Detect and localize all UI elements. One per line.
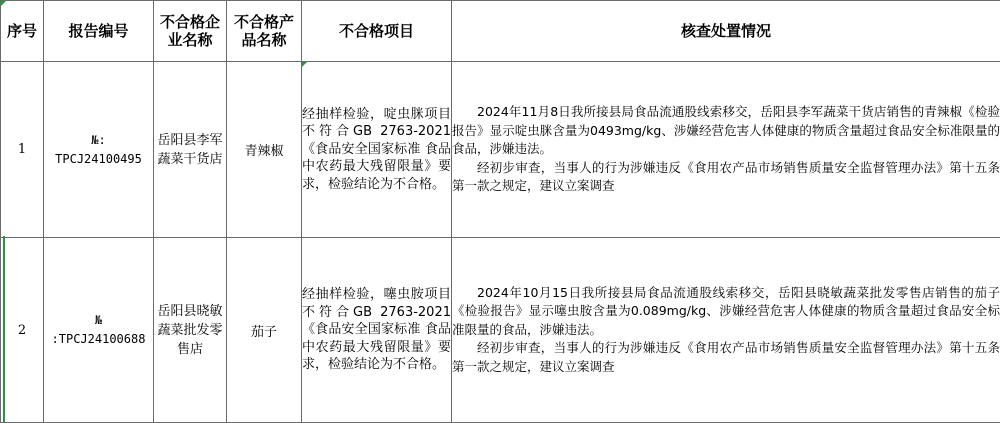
disposal-paragraph: 2024年11月8日我所接县局食品流通股线索移交，岳阳县李军蔬菜干货店销售的青辣椒《检验报告》显示啶虫脒含量为0493mg/kg、涉嫌经营危害人体健康的物质含量超过食品安全标准限量的食品，涉嫌违法。 [452,103,1000,159]
header-report[interactable]: 报告编号 [44,1,154,62]
disposal-paragraph: 经初步审查，当事人的行为涉嫌违反《食用农产品市场销售质量安全监督管理办法》第十五条第一款之规定，建议立案调查 [452,159,1000,196]
disposal-paragraph: 2024年10月15日我所接县局食品流通股线索移交，岳阳县晓敏蔬菜批发零售店销售的茄子《检验报告》显示噻虫胺含量为0.089mg/kg、涉嫌经营危害人体健康的物质含量超过食品安全标准限量的食品，涉嫌违法。 [452,284,1000,340]
item-text: 经抽样检验，噻虫胺项目不符合GB 2763-2021《食品安全国家标准 食品中农药最大残留限量》要求，检验结论为不合格。 [302,287,451,372]
table-row [1,62,1000,238]
header-company[interactable]: 不合格企业名称 [154,1,227,62]
cell-no[interactable]: 1 [1,62,44,238]
cell-report[interactable] [44,238,154,423]
cell-product[interactable]: 茄子 [227,238,302,423]
cell-company[interactable]: 岳阳县晓敏蔬菜批发零售店 [154,238,227,423]
disposal-paragraph: 经初步审查，当事人的行为涉嫌违反《食用农产品市场销售质量安全监督管理办法》第十五条第一款之规定，建议立案调查 [452,339,1000,376]
item-text: 经抽样检验，啶虫脒项目不符合GB 2763-2021《食品安全国家标准 食品中农药最大残留限量》要求，检验结论为不合格。 [302,107,451,192]
cell-disposal[interactable] [452,238,1000,423]
comment-marker-icon [302,62,307,67]
table-row [1,238,1000,423]
cell-item[interactable] [302,62,452,238]
report-prefix: №: [44,131,153,150]
cell-item[interactable] [302,238,452,423]
cell-no[interactable]: 2 [1,238,44,423]
header-product[interactable]: 不合格产品名称 [227,1,302,62]
report-code: :TPCJ24100688 [44,330,153,349]
cell-disposal[interactable] [452,62,1000,238]
report-code: TPCJ24100495 [44,150,153,169]
report-prefix: № [44,311,153,330]
header-row [1,1,1000,62]
cell-company[interactable]: 岳阳县李军蔬菜干货店 [154,62,227,238]
header-disposal[interactable]: 核查处置情况 [452,1,1000,62]
cell-report[interactable] [44,62,154,238]
header-item[interactable]: 不合格项目 [302,1,452,62]
cell-product[interactable]: 青辣椒 [227,62,302,238]
selection-edge [3,236,5,422]
header-no[interactable]: 序号 [1,1,44,62]
